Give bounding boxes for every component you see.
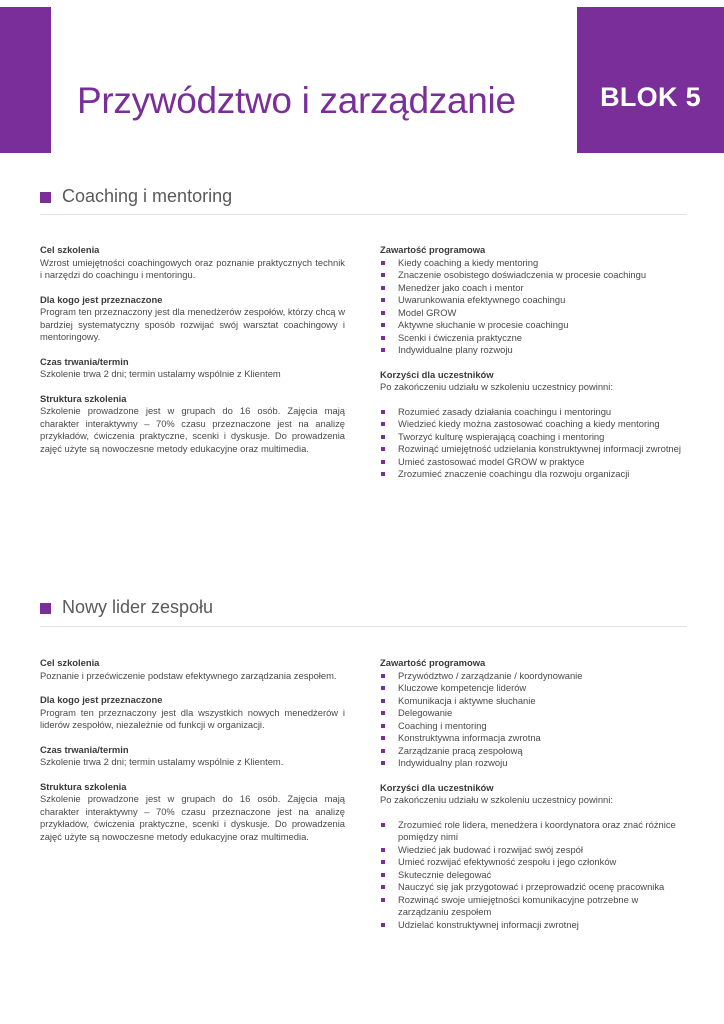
benefits-list: [380, 406, 690, 481]
goal-text: Poznanie i przećwiczenie podstaw efektywnego zarządzania zespołem.: [40, 669, 337, 681]
goal-heading: Cel szkolenia: [40, 657, 100, 668]
structure-heading: Struktura szkolenia: [40, 780, 127, 792]
section-2-right-column: [380, 657, 690, 943]
section-title: Nowy lider zespołu: [62, 597, 214, 617]
section-divider: [40, 626, 687, 627]
list-item: Umieć zastosować model GROW w praktyce: [380, 456, 690, 469]
list-item: Udzielać konstruktywnej informacji zwrotnej: [380, 919, 690, 932]
list-item: Tworzyć kulturę wspierającą coaching i mentoring: [380, 431, 690, 444]
list-item: Nauczyć się jak przygotować i przeprowadzić ocenę pracownika: [380, 881, 690, 894]
list-item: Delegowanie: [380, 707, 690, 720]
benefits-intro: Po zakończeniu udziału w szkoleniu uczestnicy powinni:: [380, 381, 613, 392]
program-block: [380, 244, 690, 357]
duration-heading: Czas trwania/termin: [40, 355, 129, 367]
list-item: Kiedy coaching a kiedy mentoring: [380, 257, 690, 270]
structure-heading: Struktura szkolenia: [40, 392, 127, 404]
header-left-accent-bar: [0, 7, 51, 153]
list-item: Rozwinąć umiejętność udzielania konstruktywnej informacji zwrotnej: [380, 443, 690, 456]
section-divider: [40, 214, 687, 215]
duration-block: [40, 744, 345, 769]
block-badge-label: BLOK 5: [600, 82, 701, 112]
benefits-block: [380, 782, 690, 932]
section-1-left-column: [40, 244, 345, 467]
list-item: Zrozumieć role lidera, menedżera i koordynatora oraz znać różnice pomiędzy nimi: [380, 819, 690, 844]
duration-text: Szkolenie trwa 2 dni; termin ustalamy wspólnie z Klientem.: [40, 756, 284, 767]
list-item: Uwarunkowania efektywnego coachingu: [380, 294, 690, 307]
benefits-heading: Korzyści dla uczestników: [380, 368, 494, 380]
audience-block: [40, 294, 345, 344]
list-item: Menedżer jako coach i mentor: [380, 282, 690, 295]
program-heading: Zawartość programowa: [380, 657, 486, 668]
list-item: Wiedzieć jak budować i rozwijać swój zespół: [380, 844, 690, 857]
program-block: [380, 657, 690, 770]
list-item: Aktywne słuchanie w procesie coachingu: [380, 319, 690, 332]
structure-text: Szkolenie prowadzone jest w grupach do 16 osób. Zajęcia mają charakter interaktywny – 70% czasu przeznaczone jest na analizę przykładów, ćwiczenia praktyczne, scenki i dyskusje. Do prowadzenia zajęć użyte są nowoczesne metody edukacyjne oraz multimedia.: [40, 405, 345, 454]
benefits-heading: Korzyści dla uczestników: [380, 781, 494, 793]
program-list: [380, 670, 690, 770]
audience-heading: Dla kogo jest przeznaczone: [40, 293, 163, 305]
audience-text: Program ten przeznaczony jest dla wszystkich nowych menedżerów i liderów zespołów, niezależnie od funkcji w organizacji.: [40, 706, 345, 730]
structure-block: [40, 781, 345, 844]
list-item: Komunikacja i aktywne słuchanie: [380, 695, 690, 708]
list-item: Znaczenie osobistego doświadczenia w procesie coachingu: [380, 269, 690, 282]
goal-block: [40, 244, 345, 282]
list-item: Indywidualne plany rozwoju: [380, 344, 690, 357]
list-item: Indywidualny plan rozwoju: [380, 757, 690, 770]
audience-text: Program ten przeznaczony jest dla menedżerów zespołów, którzy chcą w bardziej systematyczny sposób rozwijać swój warsztat coachingowy i mentoringowy.: [40, 306, 345, 342]
list-item: Zrozumieć znaczenie coachingu dla rozwoju organizacji: [380, 468, 690, 481]
list-item: Model GROW: [380, 307, 690, 320]
list-item: Skutecznie delegować: [380, 869, 690, 882]
list-item: Coaching i mentoring: [380, 720, 690, 733]
list-item: Umieć rozwijać efektywność zespołu i jego członków: [380, 856, 690, 869]
duration-text: Szkolenie trwa 2 dni; termin ustalamy wspólnie z Klientem: [40, 368, 281, 379]
block-badge: [577, 7, 724, 153]
list-item: Wiedzieć kiedy można zastosować coaching a kiedy mentoring: [380, 418, 690, 431]
section-square-icon: [40, 603, 51, 614]
benefits-intro: Po zakończeniu udziału w szkoleniu uczestnicy powinni:: [380, 794, 613, 805]
goal-heading: Cel szkolenia: [40, 244, 100, 255]
structure-block: [40, 393, 345, 456]
list-item: Konstruktywna informacja zwrotna: [380, 732, 690, 745]
list-item: Kluczowe kompetencje liderów: [380, 682, 690, 695]
goal-block: [40, 657, 345, 682]
program-list: [380, 257, 690, 357]
goal-text: Wzrost umiejętności coachingowych oraz poznanie praktycznych technik i narzędzi do coachingu i mentoringu.: [40, 256, 345, 280]
list-item: Scenki i ćwiczenia praktyczne: [380, 332, 690, 345]
page-title: Przywództwo i zarządzanie: [77, 80, 516, 121]
structure-text: Szkolenie prowadzone jest w grupach do 16 osób. Zajęcia mają charakter interaktywny – 70% czasu przeznaczone jest na analizę przykładów, ćwiczenia praktyczne, scenki i dyskusje. Do prowadzenia zajęć użyte są nowoczesne metody edukacyjne oraz multimedia.: [40, 793, 345, 842]
duration-block: [40, 356, 345, 381]
program-heading: Zawartość programowa: [380, 244, 486, 255]
list-item: Przywództwo / zarządzanie / koordynowanie: [380, 670, 690, 683]
list-item: Zarządzanie pracą zespołową: [380, 745, 690, 758]
audience-heading: Dla kogo jest przeznaczone: [40, 694, 163, 705]
section-2-left-column: [40, 657, 345, 855]
duration-heading: Czas trwania/termin: [40, 743, 129, 755]
benefits-block: [380, 369, 690, 481]
section-1-right-column: [380, 244, 690, 493]
section-square-icon: [40, 192, 51, 203]
list-item: Rozwinąć swoje umiejętności komunikacyjne potrzebne w zarządzaniu zespołem: [380, 894, 690, 919]
list-item: Rozumieć zasady działania coachingu i mentoringu: [380, 406, 690, 419]
benefits-list: [380, 819, 690, 932]
audience-block: [40, 694, 345, 732]
section-title: Coaching i mentoring: [62, 186, 233, 206]
